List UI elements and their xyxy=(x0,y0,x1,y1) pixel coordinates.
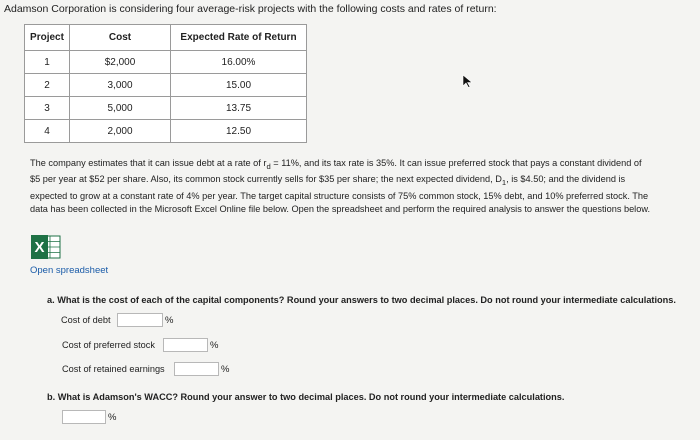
cost-of-preferred-label: Cost of preferred stock xyxy=(62,340,155,350)
open-spreadsheet-link[interactable]: Open spreadsheet xyxy=(30,265,109,276)
table-row xyxy=(25,97,307,120)
question-b: b. What is Adamson's WACC? Round your answer to two decimal places. Do not round your intermediate calculations. xyxy=(47,392,565,402)
cost-of-preferred-input[interactable] xyxy=(163,338,208,352)
cell-cost: 2,000 xyxy=(70,120,171,143)
header-project: Project xyxy=(25,25,70,51)
projects-table xyxy=(24,24,307,143)
cost-of-retained-label: Cost of retained earnings xyxy=(62,364,165,374)
cost-of-debt-label: Cost of debt xyxy=(61,315,111,325)
table-row xyxy=(25,51,307,74)
cell-rate: 12.50 xyxy=(171,120,307,143)
subscript-1: 1 xyxy=(501,178,507,188)
description-text: = 11%, and its tax rate is 35%. It can issue preferred stock that pays a constant dividend of xyxy=(270,158,642,168)
cost-of-retained-input[interactable] xyxy=(174,362,219,376)
cell-project: 1 xyxy=(25,51,70,74)
description-text: $5 per year at $52 per share. Also, its common stock currently sells for $35 per share; the next expected dividend, D xyxy=(30,174,502,185)
cell-cost: 5,000 xyxy=(70,97,171,120)
table-row xyxy=(25,120,307,143)
excel-letter: X xyxy=(34,239,45,256)
question-a: a. What is the cost of each of the capital components? Round your answers to two decimal places. Do not round your intermediate calculations. xyxy=(47,295,676,305)
cell-project: 2 xyxy=(25,74,70,97)
cell-project: 4 xyxy=(25,120,70,143)
wacc-unit: % xyxy=(108,412,117,423)
excel-icon[interactable] xyxy=(30,234,62,260)
cell-project: 3 xyxy=(25,97,70,120)
table-row xyxy=(25,74,307,97)
cost-of-retained-unit: % xyxy=(221,364,230,375)
header-rate: Expected Rate of Return xyxy=(171,25,307,51)
cell-cost: 3,000 xyxy=(70,74,171,97)
description-line: data has been collected in the Microsoft Excel Online file below. Open the spreadsheet and perform the required analysis to answer the questions below. xyxy=(30,204,651,215)
cost-of-debt-unit: % xyxy=(165,315,174,326)
table-header-row xyxy=(25,25,307,51)
description-line xyxy=(30,173,700,189)
cell-rate: 16.00% xyxy=(171,51,307,74)
cost-of-debt-input[interactable] xyxy=(117,313,163,327)
description-text: The company estimates that it can issue debt at a rate of r xyxy=(30,158,267,168)
subscript-d: d xyxy=(266,161,271,171)
cell-rate: 13.75 xyxy=(171,97,307,120)
problem-description xyxy=(30,157,700,217)
wacc-input[interactable] xyxy=(62,410,106,424)
cell-cost: $2,000 xyxy=(70,51,171,74)
description-text: , is $4.50; and the dividend is xyxy=(506,174,626,185)
description-line: expected to grow at a constant rate of 4% per year. The target capital structure consists of 75% common stock, 15% debt, and 10% preferred stock. The xyxy=(30,190,649,201)
cell-rate: 15.00 xyxy=(171,74,307,97)
header-cost: Cost xyxy=(70,25,171,51)
problem-heading: Adamson Corporation is considering four average-risk projects with the following costs and rates of return: xyxy=(4,3,497,15)
description-line xyxy=(30,157,700,173)
cost-of-preferred-unit: % xyxy=(210,340,219,351)
mouse-cursor-icon xyxy=(462,74,474,88)
